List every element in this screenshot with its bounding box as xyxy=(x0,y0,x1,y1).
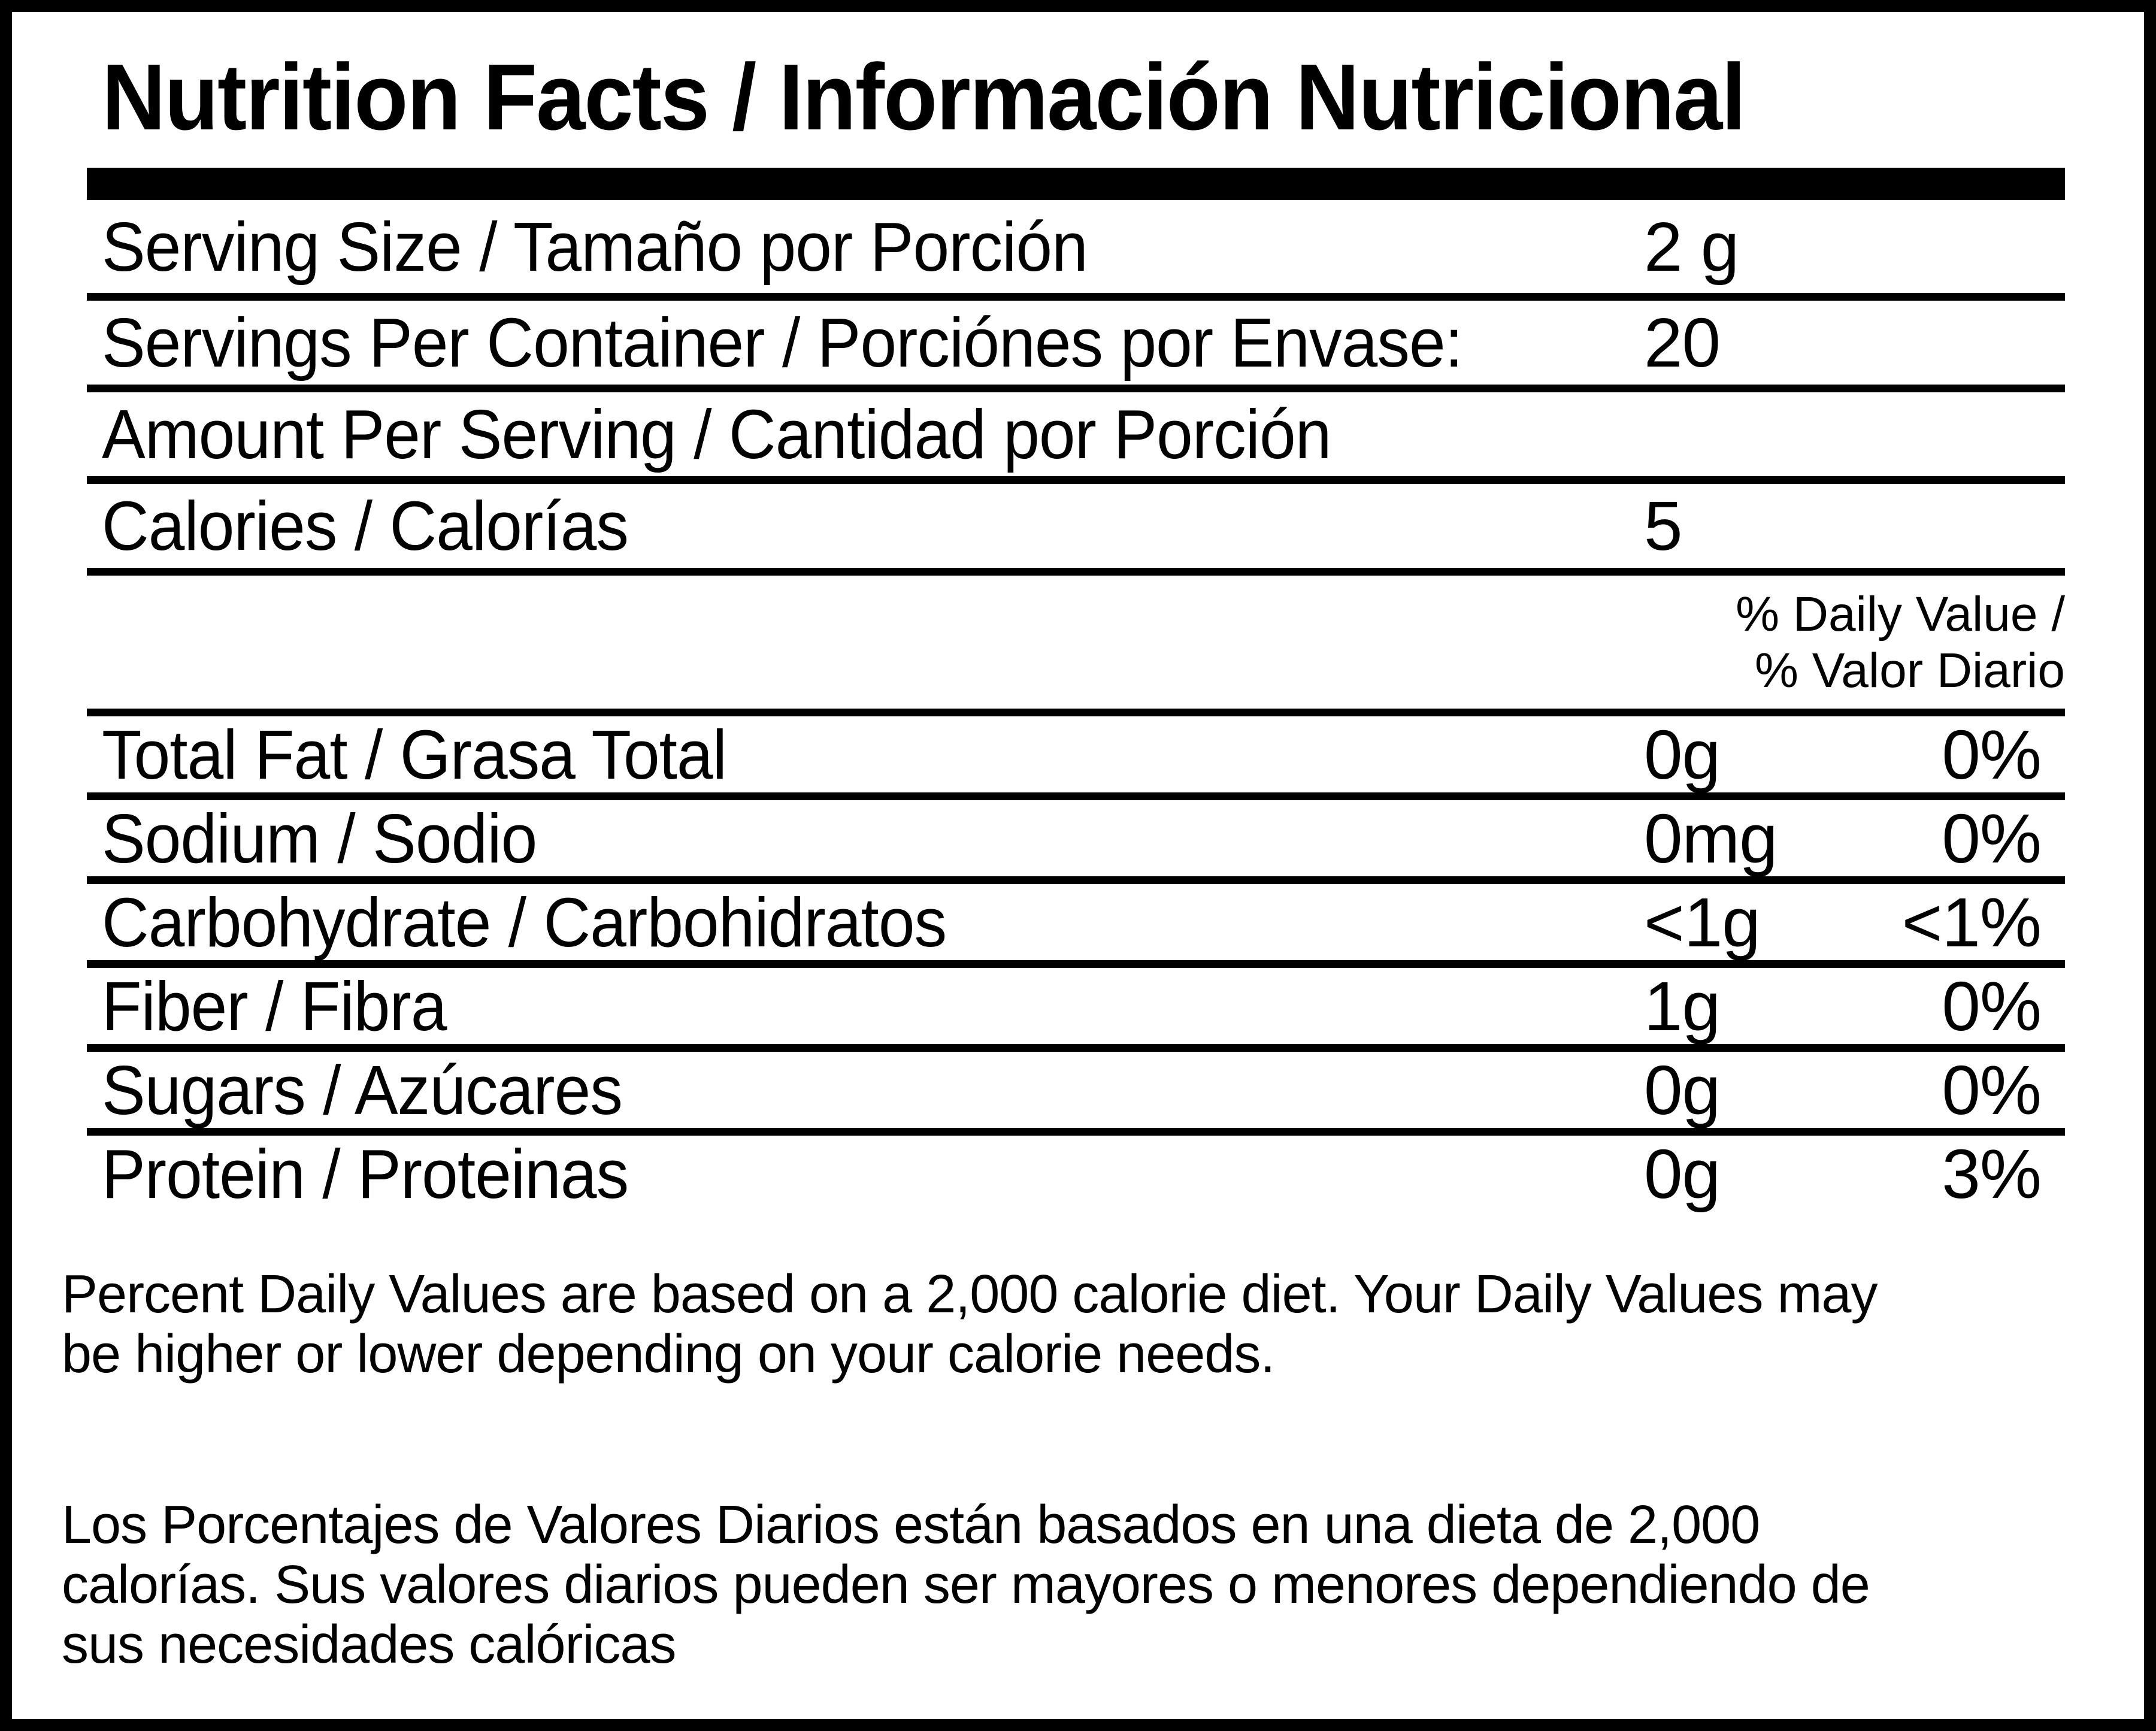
fiber-amount: 1g xyxy=(1644,967,1721,1045)
daily-value-header-line2: % Valor Diario xyxy=(1755,643,2065,698)
sugars-amount: 0g xyxy=(1644,1051,1721,1129)
carbohydrate-label: Carbohydrate / Carbohidratos xyxy=(102,883,947,961)
fiber-row xyxy=(87,968,2065,1052)
sodium-amount: 0mg xyxy=(1644,799,1778,877)
total-fat-percent: 0% xyxy=(1942,715,2041,794)
calories-row xyxy=(87,484,2065,576)
serving-size-row xyxy=(87,200,2065,301)
footnote-spanish-line3: sus necesidades calóricas xyxy=(62,1615,676,1675)
footnote-spanish xyxy=(62,1495,2065,1675)
amount-per-serving-row xyxy=(87,392,2065,484)
title-divider-bar xyxy=(87,168,2065,200)
sodium-label: Sodium / Sodio xyxy=(102,799,537,877)
servings-per-container-value: 20 xyxy=(1644,304,1721,382)
total-fat-amount: 0g xyxy=(1644,715,1721,794)
footnote-english-line1: Percent Daily Values are based on a 2,000 calorie diet. Your Daily Values may xyxy=(62,1264,1878,1324)
total-fat-label: Total Fat / Grasa Total xyxy=(102,715,727,794)
serving-size-label: Serving Size / Tamaño por Porción xyxy=(102,207,1088,286)
daily-value-header-line1: % Daily Value / xyxy=(1736,587,2065,641)
sugars-row xyxy=(87,1052,2065,1136)
carbohydrate-row xyxy=(87,884,2065,968)
protein-row xyxy=(87,1136,2065,1212)
fiber-label: Fiber / Fibra xyxy=(102,967,447,1045)
label-title: Nutrition Facts / Información Nutricional xyxy=(102,45,1745,150)
daily-value-header xyxy=(87,576,2065,716)
calories-value: 5 xyxy=(1644,487,1682,565)
fiber-percent: 0% xyxy=(1942,967,2041,1045)
footnote-english-line2: be higher or lower depending on your calorie needs. xyxy=(62,1324,1275,1384)
sugars-label: Sugars / Azúcares xyxy=(102,1051,622,1129)
footnote-spanish-line2: calorías. Sus valores diarios pueden ser mayores o menores dependiendo de xyxy=(62,1555,1870,1615)
serving-size-value: 2 g xyxy=(1644,207,1739,286)
sodium-percent: 0% xyxy=(1942,799,2041,877)
footnotes xyxy=(62,1264,2065,1675)
calories-label: Calories / Calorías xyxy=(102,487,629,565)
total-fat-row xyxy=(87,716,2065,800)
protein-amount: 0g xyxy=(1644,1134,1721,1213)
sugars-percent: 0% xyxy=(1942,1051,2041,1129)
carbohydrate-amount: <1g xyxy=(1644,883,1760,961)
amount-per-serving-label: Amount Per Serving / Cantidad por Porción xyxy=(102,395,1331,473)
protein-label: Protein / Proteinas xyxy=(102,1134,629,1213)
servings-per-container-row xyxy=(87,301,2065,392)
servings-per-container-label: Servings Per Container / Porciónes por Envase: xyxy=(102,304,1463,382)
footnote-spanish-line1: Los Porcentajes de Valores Diarios están basados en una dieta de 2,000 xyxy=(62,1495,1760,1555)
protein-percent: 3% xyxy=(1942,1134,2041,1213)
sodium-row xyxy=(87,800,2065,884)
carbohydrate-percent: <1% xyxy=(1901,883,2041,961)
footnote-english xyxy=(62,1264,2065,1384)
